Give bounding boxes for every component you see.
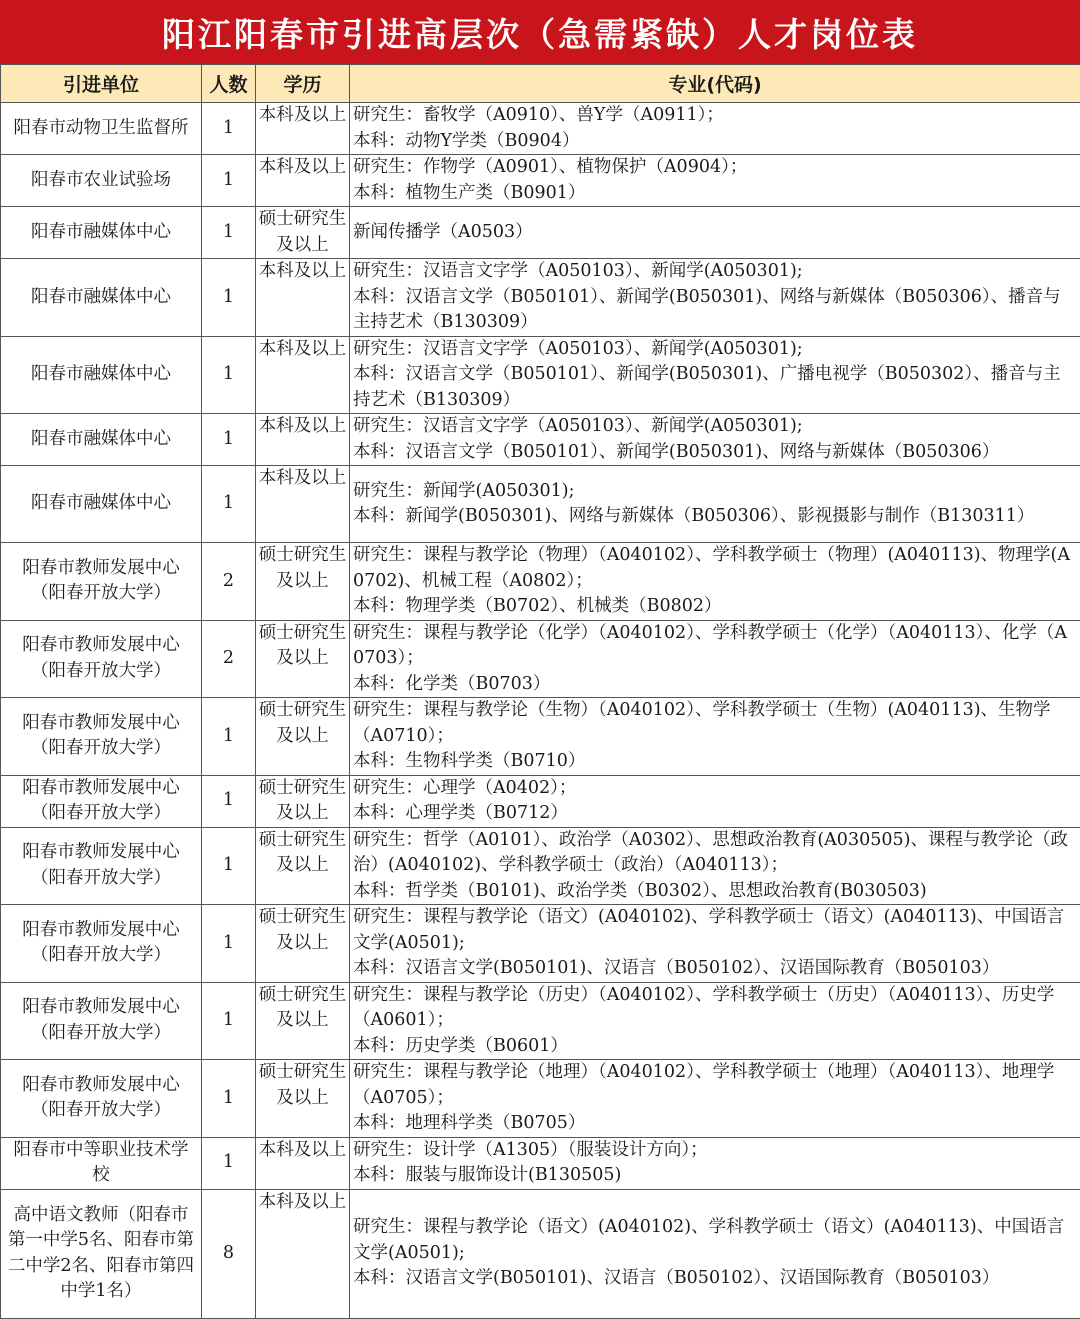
cell-count: 1 [202, 698, 256, 776]
cell-education: 本科及以上 [256, 466, 350, 543]
cell-major [350, 336, 1080, 414]
cell-count: 1 [202, 103, 256, 155]
major-line: 本科：动物Y学类（B0904） [353, 129, 1077, 155]
cell-unit: 阳春市教师发展中心（阳春开放大学） [1, 543, 202, 621]
cell-major [350, 466, 1080, 543]
cell-unit: 高中语文教师（阳春市第一中学5名、阳春市第二中学2名、阳春市第四中学1名） [1, 1189, 202, 1318]
cell-education: 硕士研究生及以上 [256, 982, 350, 1060]
major-line: 研究生：课程与教学论（地理）（A040102）、学科教学硕士（地理）（A040113）、地理学（A0705）； [353, 1060, 1077, 1111]
major-line: 本科：历史学类（B0601） [353, 1034, 1077, 1060]
cell-education: 硕士研究生及以上 [256, 827, 350, 905]
cell-major [350, 543, 1080, 621]
cell-education: 本科及以上 [256, 1137, 350, 1189]
cell-count: 1 [202, 466, 256, 543]
cell-unit: 阳春市融媒体中心 [1, 207, 202, 259]
cell-unit: 阳春市融媒体中心 [1, 259, 202, 337]
table-row [1, 466, 1080, 543]
major-line: 本科：心理学类（B0712） [353, 801, 1077, 827]
cell-count: 1 [202, 155, 256, 207]
cell-count: 1 [202, 1137, 256, 1189]
cell-count: 8 [202, 1189, 256, 1318]
major-line: 本科：地理科学类（B0705） [353, 1111, 1077, 1137]
cell-education: 硕士研究生及以上 [256, 620, 350, 698]
cell-count: 1 [202, 982, 256, 1060]
major-line: 新闻传播学（A0503） [353, 220, 1077, 246]
table-row [1, 905, 1080, 983]
table-row [1, 103, 1080, 155]
major-line: 本科：汉语言文学（B050101）、新闻学(B050301)、网络与新媒体（B050306）、播音与主持艺术（B130309） [353, 285, 1077, 336]
cell-major [350, 155, 1080, 207]
major-line: 研究生：汉语言文字学（A050103）、新闻学(A050301); [353, 259, 1077, 285]
cell-major [350, 827, 1080, 905]
cell-major [350, 620, 1080, 698]
major-line: 本科：新闻学(B050301)、网络与新媒体（B050306）、影视摄影与制作（B130311） [353, 504, 1077, 530]
cell-major [350, 103, 1080, 155]
cell-count: 1 [202, 827, 256, 905]
major-line: 研究生：新闻学(A050301); [353, 479, 1077, 505]
cell-unit: 阳春市融媒体中心 [1, 466, 202, 543]
positions-table [0, 64, 1080, 1319]
major-line: 研究生：设计学（A1305）（服装设计方向）； [353, 1138, 1077, 1164]
table-row [1, 827, 1080, 905]
cell-education: 本科及以上 [256, 336, 350, 414]
table-row [1, 620, 1080, 698]
cell-education: 本科及以上 [256, 103, 350, 155]
cell-count: 2 [202, 543, 256, 621]
cell-unit: 阳春市动物卫生监督所 [1, 103, 202, 155]
cell-count: 1 [202, 905, 256, 983]
cell-count: 1 [202, 414, 256, 466]
major-line: 本科：汉语言文学(B050101)、汉语言（B050102）、汉语国际教育（B050103） [353, 1266, 1077, 1292]
table-row [1, 1189, 1080, 1318]
cell-major [350, 905, 1080, 983]
cell-unit: 阳春市融媒体中心 [1, 336, 202, 414]
cell-unit: 阳春市教师发展中心（阳春开放大学） [1, 827, 202, 905]
major-line: 本科：汉语言文学（B050101）、新闻学(B050301)、广播电视学（B050302）、播音与主持艺术（B130309） [353, 362, 1077, 413]
cell-major [350, 775, 1080, 827]
cell-major [350, 1060, 1080, 1138]
cell-unit: 阳春市融媒体中心 [1, 414, 202, 466]
cell-major [350, 698, 1080, 776]
major-line: 本科：植物生产类（B0901） [353, 181, 1077, 207]
cell-major [350, 982, 1080, 1060]
table-row [1, 259, 1080, 337]
header-count: 人数 [202, 65, 256, 103]
cell-education: 本科及以上 [256, 414, 350, 466]
cell-unit: 阳春市教师发展中心（阳春开放大学） [1, 1060, 202, 1138]
table-row [1, 336, 1080, 414]
cell-education: 硕士研究生及以上 [256, 207, 350, 259]
major-line: 研究生：课程与教学论（化学）（A040102）、学科教学硕士（化学）（A040113）、化学（A0703）； [353, 621, 1077, 672]
major-line: 研究生：课程与教学论（历史）（A040102）、学科教学硕士（历史）（A040113）、历史学（A0601）； [353, 983, 1077, 1034]
cell-count: 1 [202, 259, 256, 337]
table-row [1, 775, 1080, 827]
major-line: 本科：物理学类（B0702）、机械类（B0802） [353, 594, 1077, 620]
header-unit: 引进单位 [1, 65, 202, 103]
table-header-row [1, 65, 1080, 103]
cell-major [350, 259, 1080, 337]
cell-education: 硕士研究生及以上 [256, 543, 350, 621]
cell-unit: 阳春市教师发展中心（阳春开放大学） [1, 982, 202, 1060]
major-line: 研究生：课程与教学论（生物）（A040102）、学科教学硕士（生物）(A040113)、生物学（A0710）； [353, 698, 1077, 749]
table-row [1, 414, 1080, 466]
major-line: 本科：化学类（B0703） [353, 672, 1077, 698]
cell-education: 本科及以上 [256, 259, 350, 337]
header-education: 学历 [256, 65, 350, 103]
cell-unit: 阳春市教师发展中心（阳春开放大学） [1, 775, 202, 827]
table-row [1, 982, 1080, 1060]
table-row [1, 155, 1080, 207]
major-line: 本科：哲学类（B0101)、政治学类（B0302）、思想政治教育(B030503) [353, 879, 1077, 905]
cell-education: 硕士研究生及以上 [256, 905, 350, 983]
cell-education: 硕士研究生及以上 [256, 698, 350, 776]
major-line: 研究生：畜牧学（A0910）、兽Y学（A0911）； [353, 103, 1077, 129]
table-row [1, 698, 1080, 776]
cell-education: 硕士研究生及以上 [256, 775, 350, 827]
major-line: 本科：服装与服饰设计(B130505) [353, 1163, 1077, 1189]
table-body [1, 103, 1080, 1319]
cell-count: 1 [202, 1060, 256, 1138]
cell-education: 硕士研究生及以上 [256, 1060, 350, 1138]
cell-unit: 阳春市教师发展中心（阳春开放大学） [1, 698, 202, 776]
cell-education: 本科及以上 [256, 155, 350, 207]
cell-count: 1 [202, 207, 256, 259]
cell-unit: 阳春市教师发展中心（阳春开放大学） [1, 905, 202, 983]
cell-major [350, 207, 1080, 259]
major-line: 研究生：汉语言文字学（A050103）、新闻学(A050301); [353, 414, 1077, 440]
cell-education: 本科及以上 [256, 1189, 350, 1318]
cell-major [350, 1137, 1080, 1189]
major-line: 研究生：作物学（A0901）、植物保护（A0904）； [353, 155, 1077, 181]
cell-unit: 阳春市中等职业技术学校 [1, 1137, 202, 1189]
cell-count: 1 [202, 775, 256, 827]
header-major: 专业(代码) [350, 65, 1080, 103]
major-line: 本科：汉语言文学(B050101)、汉语言（B050102）、汉语国际教育（B050103） [353, 956, 1077, 982]
table-row [1, 207, 1080, 259]
cell-count: 2 [202, 620, 256, 698]
major-line: 研究生：心理学（A0402）； [353, 776, 1077, 802]
cell-major [350, 414, 1080, 466]
major-line: 研究生：课程与教学论（语文）(A040102)、学科教学硕士（语文）(A040113)、中国语言文学(A0501); [353, 1215, 1077, 1266]
major-line: 研究生：汉语言文字学（A050103）、新闻学(A050301); [353, 337, 1077, 363]
table-row [1, 1137, 1080, 1189]
major-line: 研究生：课程与教学论（物理）（A040102）、学科教学硕士（物理）(A040113)、物理学(A0702)、机械工程（A0802）； [353, 543, 1077, 594]
table-row [1, 543, 1080, 621]
page-title: 阳江阳春市引进高层次（急需紧缺）人才岗位表 [0, 0, 1080, 64]
cell-unit: 阳春市农业试验场 [1, 155, 202, 207]
major-line: 研究生：哲学（A0101）、政治学（A0302）、思想政治教育(A030505)、课程与教学论（政治）(A040102)、学科教学硕士（政治）（A040113）； [353, 828, 1077, 879]
major-line: 本科：汉语言文学（B050101）、新闻学(B050301)、网络与新媒体（B050306） [353, 440, 1077, 466]
cell-major [350, 1189, 1080, 1318]
major-line: 研究生：课程与教学论（语文）(A040102)、学科教学硕士（语文）(A040113)、中国语言文学(A0501); [353, 905, 1077, 956]
major-line: 本科：生物科学类（B0710） [353, 749, 1077, 775]
table-row [1, 1060, 1080, 1138]
cell-count: 1 [202, 336, 256, 414]
cell-unit: 阳春市教师发展中心（阳春开放大学） [1, 620, 202, 698]
